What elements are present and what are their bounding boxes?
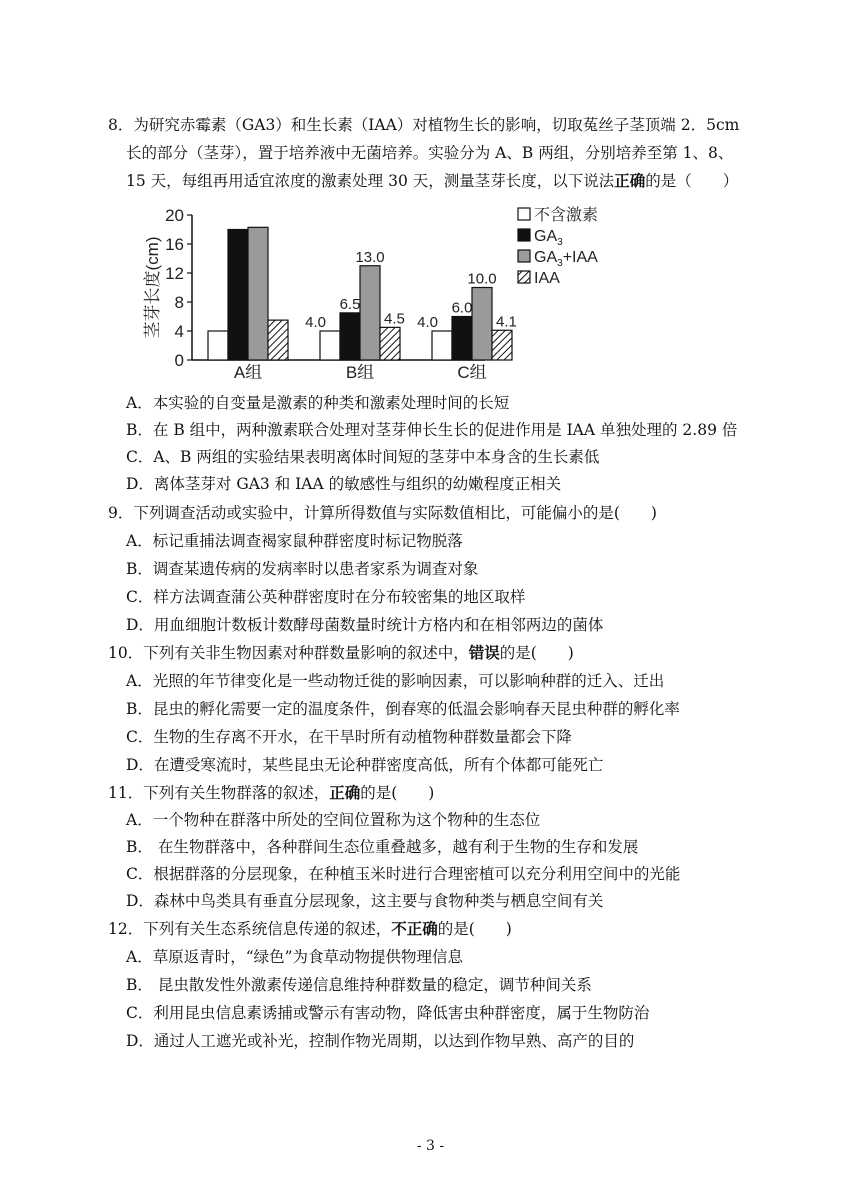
q8-option-d: D．离体茎芽对 GA3 和 IAA 的敏感性与组织的幼嫩程度正相关 [126, 475, 562, 493]
q9-stem: 9．下列调查活动或实验中，计算所得数值与实际数值相比，可能偏小的是( ) [108, 504, 657, 522]
q11-option-b: B． 在生物群落中，各种群间生态位重叠越多，越有利于生物的生存和发展 [126, 838, 639, 856]
data-label: 4.0 [417, 314, 438, 331]
category-label: B组 [345, 363, 375, 382]
y-axis-label: 茎芽长度(cm) [143, 236, 162, 339]
q8-option-c: C．A、B 两组的实验结果表明离体时间短的茎芽中本身含的生长素低 [126, 448, 600, 466]
q12-emphasis: 不正确 [391, 919, 438, 938]
q10-emphasis: 错误 [468, 643, 500, 662]
q10-stem: 10．下列有关非生物因素对种群数量影响的叙述中，错误的是( ) [108, 643, 574, 662]
page-number: - 3 - [416, 1138, 445, 1154]
q8-bar-chart [140, 200, 630, 386]
data-label: 10.0 [467, 270, 497, 288]
q12-option-c: C．利用昆虫信息素诱捕或警示有害动物，降低害虫种群密度，属于生物防治 [126, 1004, 650, 1022]
q8-stem-line1: 8．为研究赤霉素（GA3）和生长素（IAA）对植物生长的影响，切取菟丝子茎顶端 2．5cm [108, 116, 740, 134]
data-label: 4.0 [305, 314, 326, 331]
q11-option-d: D．森林中鸟类具有垂直分层现象，这主要与食物种类与栖息空间有关 [126, 892, 604, 910]
category-label: A组 [233, 363, 263, 382]
bar [380, 327, 400, 360]
data-label: 6.0 [451, 299, 473, 317]
bar [472, 288, 492, 361]
q9-option-d: D．用血细胞计数板计数酵母菌数量时统计方格内和在相邻两边的菌体 [126, 616, 604, 634]
q9-option-b: B．调查某遗传病的发病率时以患者家系为调查对象 [126, 560, 479, 578]
y-tick-label: 20 [165, 206, 184, 225]
legend-swatch [518, 250, 530, 262]
legend-swatch [518, 229, 530, 241]
bar [492, 330, 512, 360]
y-tick-label: 0 [174, 351, 184, 370]
q12-option-a: A．草原返青时，“绿色”为食草动物提供物理信息 [126, 948, 464, 966]
q8-stem-line3: 15 天，每组再用适宜浓度的激素处理 30 天，测量茎芽长度，以下说法正确的是（ ） [126, 171, 739, 190]
q11-stem: 11．下列有关生物群落的叙述，正确的是( ) [108, 783, 435, 802]
legend-swatch [518, 271, 530, 283]
bar [432, 331, 452, 360]
q12-stem: 12．下列有关生态系统信息传递的叙述，不正确的是( ) [108, 919, 512, 938]
legend-label: 不含激素 [534, 207, 599, 224]
q8-stem-line2: 长的部分（茎芽），置于培养液中无菌培养。实验分为 A、B 两组，分别培养至第 1、8、 [126, 144, 734, 162]
q10-option-b: B．昆虫的孵化需要一定的温度条件，倒春寒的低温会影响春天昆虫种群的孵化率 [126, 700, 680, 718]
bar [452, 317, 472, 361]
data-label: 13.0 [355, 248, 385, 266]
category-label: C组 [457, 363, 487, 382]
bar [360, 266, 380, 360]
q11-emphasis: 正确 [329, 783, 361, 802]
q10-option-c: C．生物的生存离不开水，在干旱时所有动植物种群数量都会下降 [126, 728, 572, 746]
bar [320, 331, 340, 360]
bar [228, 230, 248, 361]
q9-option-c: C．样方法调查蒲公英种群密度时在分布较密集的地区取样 [126, 588, 526, 606]
bar [340, 313, 360, 360]
q11-option-c: C．根据群落的分层现象，在种植玉米时进行合理密植可以充分利用空间中的光能 [126, 865, 681, 883]
legend-label: IAA [534, 270, 560, 287]
legend-label: $GA_3+IAA$ [534, 249, 598, 269]
y-tick-label: 8 [174, 293, 184, 312]
y-tick-label: 16 [165, 235, 184, 254]
bar [208, 331, 228, 360]
data-label: 6.5 [339, 295, 361, 313]
legend-label: $GA_3$ [534, 228, 563, 248]
y-tick-label: 4 [174, 322, 184, 341]
bar [268, 320, 288, 360]
q12-option-d: D．通过人工遮光或补光，控制作物光周期，以达到作物早熟、高产的目的 [126, 1032, 635, 1050]
q8-option-a: A．本实验的自变量是激素的种类和激素处理时间的长短 [126, 394, 510, 412]
q12-option-b: B． 昆虫散发性外激素传递信息维持种群数量的稳定，调节种间关系 [126, 976, 592, 994]
legend-swatch [518, 208, 530, 220]
q8-emphasis: 正确 [614, 171, 646, 190]
data-label: 4.5 [384, 310, 405, 328]
q11-option-a: A．一个物种在群落中所处的空间位置称为这个物种的生态位 [126, 811, 541, 829]
q9-option-a: A．标记重捕法调查褐家鼠种群密度时标记物脱落 [126, 532, 463, 550]
q10-option-a: A．光照的年节律变化是一些动物迁徙的影响因素，可以影响种群的迁入、迁出 [126, 672, 665, 690]
bar [248, 227, 268, 360]
y-tick-label: 12 [165, 264, 184, 283]
q10-option-d: D．在遭受寒流时，某些昆虫无论种群密度高低，所有个体都可能死亡 [126, 756, 604, 774]
data-label: 4.1 [496, 313, 517, 331]
q8-option-b: B．在 B 组中，两种激素联合处理对茎芽伸长生长的促进作用是 IAA 单独处理的 2.89 倍 [126, 421, 738, 439]
